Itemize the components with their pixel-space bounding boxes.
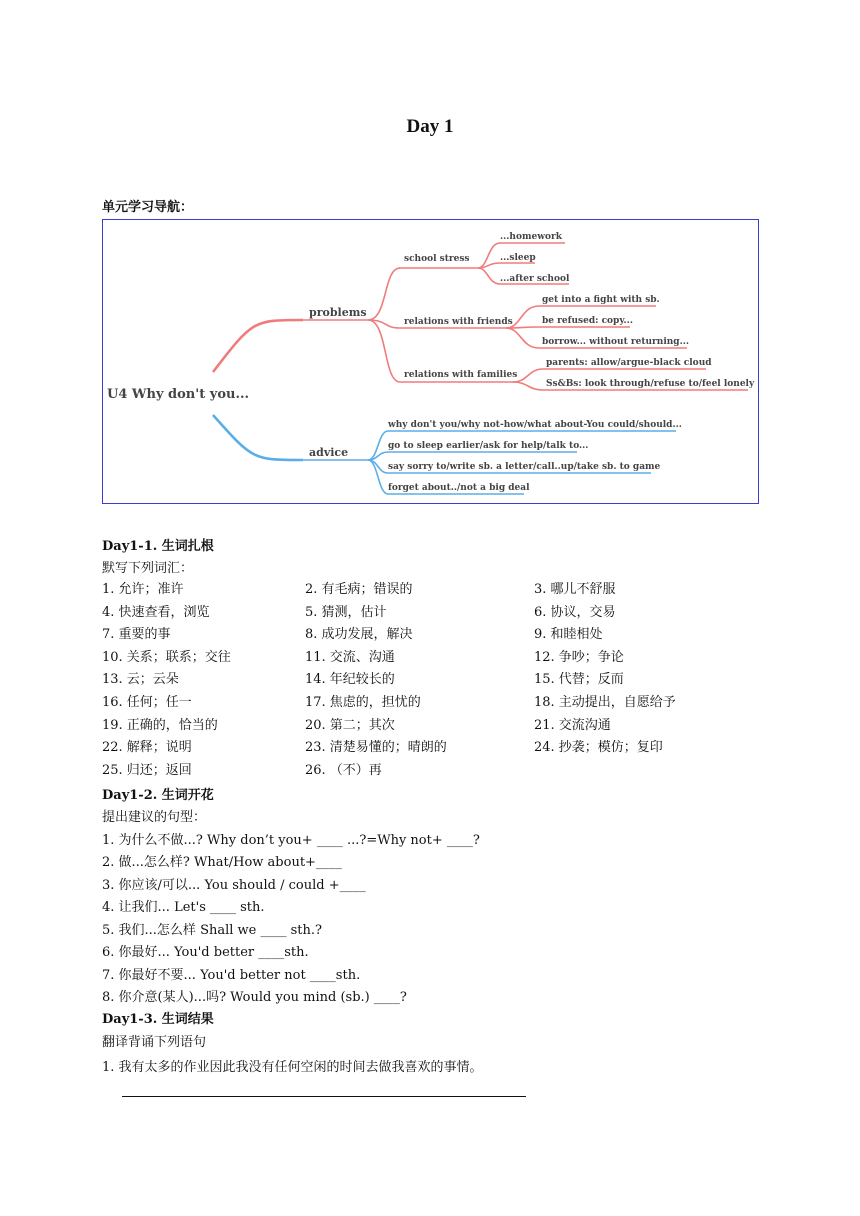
vocab-list	[102, 578, 742, 781]
mindmap-leaf: say sorry to/write sb. a letter/call..up/take sb. to game	[388, 462, 661, 472]
mindmap-leaf: go to sleep earlier/ask for help/talk to...	[388, 441, 589, 451]
sentence-pattern: 3. 你应该/可以... You should / could +____	[102, 878, 366, 893]
vocab-item: 1. 允许；准许	[102, 582, 184, 597]
mindmap-leaf: get into a fight with sb.	[542, 295, 660, 305]
mindmap-leaf: ...after school	[500, 274, 570, 284]
vocab-row	[102, 714, 742, 737]
vocab-item: 17. 焦虑的，担忧的	[305, 694, 421, 710]
vocab-item: 9. 和睦相处	[534, 627, 603, 643]
vocab-item: 2. 有毛病；错误的	[305, 582, 413, 597]
vocab-item: 7. 重要的事	[102, 627, 171, 643]
vocab-item: 18. 主动提出，自愿给予	[534, 694, 676, 710]
section3-heading: Day1-3. 生词结果	[102, 1012, 214, 1027]
translation-question: 1. 我有太多的作业因此我没有任何空闲的时间去做我喜欢的事情。	[102, 1060, 483, 1075]
vocab-row	[102, 646, 742, 669]
vocab-item: 23. 清楚易懂的；晴朗的	[305, 740, 447, 756]
mindmap-problems: problems	[309, 306, 367, 319]
sentence-pattern: 2. 做...怎么样? What/How about+____	[102, 855, 342, 870]
mindmap-svg	[103, 220, 760, 505]
mindmap-group-label: relations with friends	[404, 317, 513, 327]
section1-heading: Day1-1. 生词扎根	[102, 539, 214, 554]
vocab-row	[102, 601, 742, 624]
vocab-item: 10. 关系；联系；交往	[102, 649, 231, 665]
sentence-pattern: 4. 让我们... Let's ____ sth.	[102, 900, 265, 915]
vocab-item: 3. 哪儿不舒服	[534, 582, 616, 597]
vocab-item: 6. 协议，交易	[534, 604, 616, 620]
sentence-pattern: 7. 你最好不要... You'd better not ____sth.	[102, 968, 361, 983]
mindmap-advice: advice	[309, 446, 349, 459]
mindmap-group-label: school stress	[404, 254, 470, 264]
vocab-item: 15. 代替；反而	[534, 672, 624, 688]
vocab-item: 25. 归还；返回	[102, 762, 192, 778]
vocab-item: 14. 年纪较长的	[305, 672, 395, 688]
mindmap-leaf: Ss&Bs: look through/refuse to/feel lonely	[546, 379, 755, 389]
vocab-item: 16. 任何；任一	[102, 694, 192, 710]
section2-instruction: 提出建议的句型：	[102, 810, 207, 825]
section3-instruction: 翻译背诵下列语句	[102, 1035, 207, 1050]
sentence-pattern: 1. 为什么不做...? Why don’t you+ ____ ...?=Why not+ ____?	[102, 833, 480, 848]
vocab-item: 12. 争吵；争论	[534, 649, 624, 665]
mindmap-group-label: relations with families	[404, 370, 518, 380]
vocab-item: 8. 成功发展，解决	[305, 627, 413, 643]
page-title: Day 1	[406, 116, 454, 137]
sentence-pattern: 5. 我们...怎么样 Shall we ____ sth.?	[102, 923, 322, 938]
mindmap-leaf: borrow... without returning...	[542, 337, 689, 347]
vocab-row	[102, 736, 742, 759]
sentence-pattern: 8. 你介意(某人)...吗? Would you mind (sb.) ____?	[102, 990, 407, 1005]
section2-heading: Day1-2. 生词开花	[102, 788, 214, 803]
vocab-item: 5. 猜测，估计	[305, 604, 387, 620]
mindmap-leaf: forget about../not a big deal	[388, 483, 530, 493]
vocab-row	[102, 623, 742, 646]
vocab-item: 21. 交流沟通	[534, 717, 611, 733]
vocab-item: 11. 交流、沟通	[305, 649, 395, 665]
mindmap-leaf: why don't you/why not-how/what about-You could/should...	[388, 420, 682, 430]
nav-label: 单元学习导航：	[102, 200, 194, 215]
vocab-item: 22. 解释；说明	[102, 740, 192, 756]
vocab-item: 4. 快速查看，浏览	[102, 604, 210, 620]
mindmap-leaf: ...sleep	[500, 253, 536, 263]
mindmap-leaf: be refused: copy...	[542, 316, 633, 326]
sentence-pattern: 6. 你最好... You'd better ____sth.	[102, 945, 309, 960]
vocab-item: 26. （不）再	[305, 762, 382, 778]
answer-line[interactable]	[122, 1096, 526, 1097]
mindmap-leaf: parents: allow/argue-black cloud	[546, 358, 712, 368]
section1-instruction: 默写下列词汇：	[102, 561, 194, 576]
mindmap	[102, 219, 759, 504]
vocab-item: 13. 云；云朵	[102, 672, 179, 688]
mindmap-root: U4 Why don't you...	[107, 387, 250, 402]
vocab-item: 19. 正确的，恰当的	[102, 717, 218, 733]
vocab-row	[102, 759, 742, 782]
vocab-row	[102, 668, 742, 691]
mindmap-leaf: ...homework	[500, 232, 562, 242]
vocab-item: 24. 抄袭；模仿；复印	[534, 740, 663, 756]
vocab-item: 20. 第二；其次	[305, 717, 395, 733]
vocab-row	[102, 578, 742, 601]
vocab-row	[102, 691, 742, 714]
